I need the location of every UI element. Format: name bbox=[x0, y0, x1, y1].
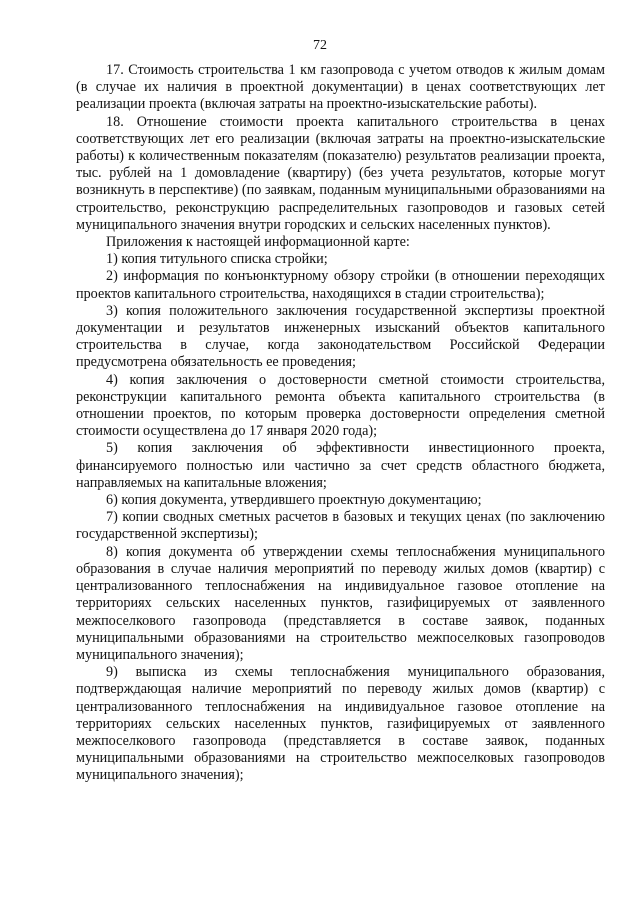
appendix-item-8: 8) копия документа об утверждении схемы теплоснабжения муниципального образования в случае наличия мероприятий по переводу жилых домов (квартир) с централизованного теплоснабжения на индивидуальное газовое отопление на территориях сельских населенных пунктов, газифицируемых от заявленного межпоселкового газопровода (представляется в составе заявок, поданных муниципальными образованиями на строительство межпоселковых газопроводов муниципального значения); bbox=[76, 543, 605, 663]
appendix-item-7: 7) копии сводных сметных расчетов в базовых и текущих ценах (по заключению государственной экспертизы); bbox=[76, 509, 605, 543]
appendix-item-2: 2) информация по конъюнктурному обзору стройки (в отношении переходящих проектов капитального строительства, находящихся в стадии строительства); bbox=[76, 268, 605, 302]
paragraph-item-17: 17. Стоимость строительства 1 км газопровода с учетом отводов к жилым домам (в случае их наличия в проектной документации) в ценах соответствующих лет реализации проекта (включая затраты на проектно-изыскательские работы). bbox=[76, 62, 605, 113]
page-number: 72 bbox=[313, 38, 327, 53]
appendix-item-6: 6) копия документа, утвердившего проектную документацию; bbox=[106, 492, 482, 509]
appendix-item-4: 4) копия заключения о достоверности сметной стоимости строительства, реконструкции капитального ремонта объекта капитального строительства (в отношении проектов, по которым проверка достоверности определения сметной стоимости осуществлена до 17 января 2020 года); bbox=[76, 371, 605, 440]
appendix-item-1: 1) копия титульного списка стройки; bbox=[106, 251, 328, 268]
appendix-heading: Приложения к настоящей информационной карте: bbox=[106, 234, 410, 251]
appendix-item-3: 3) копия положительного заключения государственной экспертизы проектной документации и результатов инженерных изысканий объектов капитального строительства в случае, когда законодательством Российской Федерации предусмотрена обязательность ее проведения; bbox=[76, 302, 605, 371]
document-body bbox=[76, 62, 605, 785]
appendix-item-5: 5) копия заключения об эффективности инвестиционного проекта, финансируемого полностью или частично за счет средств областного бюджета, направляемых на капитальные вложения; bbox=[76, 440, 605, 491]
appendix-item-9: 9) выписка из схемы теплоснабжения муниципального образования, подтверждающая наличие мероприятий по переводу жилых домов (квартир) с централизованного теплоснабжения на индивидуальное газовое отопление на территориях сельских населенных пунктов, газифицируемых от заявленного межпоселкового газопровода (представляется в составе заявок, поданных муниципальными образованиями на строительство межпоселковых газопроводов муниципального значения); bbox=[76, 664, 605, 784]
paragraph-item-18: 18. Отношение стоимости проекта капитального строительства в ценах соответствующих лет его реализации (включая затраты на проектно-изыскательские работы) к количественным показателям (показателю) результатов реализации проекта, тыс. рублей на 1 домовладение (квартиру) (без учета результатов, которые могут возникнуть в перспективе) (по заявкам, поданным муниципальными образованиями на строительство, реконструкцию распределительных газопроводов и газовых сетей муниципального значения внутри городских и сельских населенных пунктов). bbox=[76, 113, 605, 233]
